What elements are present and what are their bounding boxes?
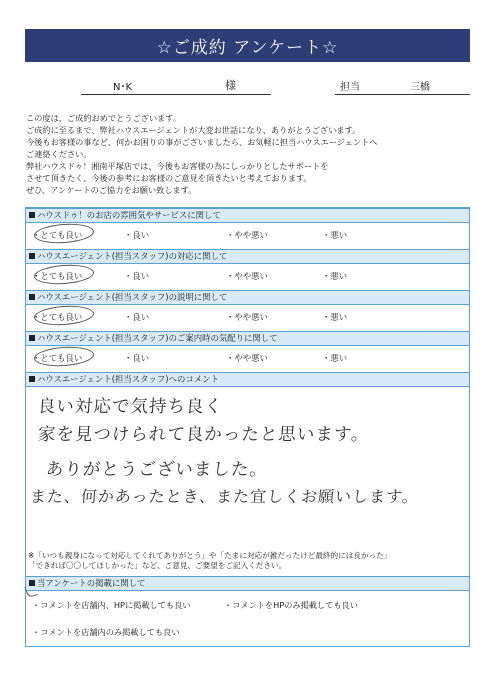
- section-4-header: [26, 331, 469, 346]
- option-very-good[interactable]: ・とても良い: [32, 271, 83, 281]
- comment-note: [26, 551, 469, 571]
- option-bad[interactable]: ・悪い: [322, 312, 348, 322]
- option-somewhat-bad[interactable]: ・やや悪い: [226, 312, 268, 322]
- section-1-title: ハウスドゥ！のお店の雰囲気やサービスに関して: [37, 210, 221, 220]
- square-bullet-icon: [29, 212, 35, 218]
- option-very-good[interactable]: ・とても良い: [32, 353, 83, 363]
- comment-line: ありがとうございました。: [45, 460, 269, 480]
- square-bullet-icon: [29, 253, 35, 259]
- section-3-header: [26, 290, 469, 305]
- option-somewhat-bad[interactable]: ・やや悪い: [226, 271, 268, 281]
- option-bad[interactable]: ・悪い: [322, 230, 348, 240]
- section-5-header: [26, 372, 469, 387]
- survey-title: ☆ご成約 アンケート☆: [156, 38, 339, 58]
- section-6-header: [26, 576, 469, 591]
- section-3-options: [26, 305, 469, 327]
- customer-name-line: [81, 94, 271, 95]
- intro-line: ご連絡ください。: [26, 149, 92, 159]
- intro-line: 弊社ハウスドゥ！湘南平塚店では、今後もお客様の為にしっかりとしたサポートを: [26, 161, 329, 171]
- survey-form: [25, 207, 470, 647]
- intro-line: この度は、ご成約おめでとうございます。: [26, 113, 181, 123]
- intro-line: 今後もお客様の事など、何かお困りの事がございましたら、お気軽に担当ハウスエージェントへ: [26, 137, 378, 147]
- intro-line: ご成約に至るまで、弊社ハウスエージェントが大変お世話になり、ありがとうございます。: [26, 125, 361, 135]
- section-2-options: [26, 264, 469, 286]
- section-3-title: ハウスエージェント(担当スタッフ)の説明に関して: [37, 292, 228, 302]
- square-bullet-icon: [29, 335, 35, 341]
- note-line: 「できれば〇〇してほしかった」など、ご意見、ご要望をご記入ください。: [28, 561, 287, 570]
- section-5-title: ハウスエージェント(担当スタッフ)へのコメント: [37, 374, 219, 384]
- option-very-good[interactable]: ・とても良い: [32, 312, 83, 322]
- name-row: [25, 74, 470, 98]
- publish-option-hp-only[interactable]: ・コメントをHPのみ掲載しても良い: [224, 600, 358, 610]
- option-good[interactable]: ・良い: [124, 312, 150, 322]
- section-4-title: ハウスエージェント(担当スタッフ)のご案内時の気配りに関して: [37, 333, 278, 343]
- staff-name: 三橋: [410, 82, 430, 93]
- option-good[interactable]: ・良い: [124, 353, 150, 363]
- section-6-title: 当アンケートの掲載に関して: [37, 578, 146, 588]
- square-bullet-icon: [29, 376, 35, 382]
- staff-name-line: [335, 94, 470, 95]
- option-good[interactable]: ・良い: [124, 230, 150, 240]
- option-very-good[interactable]: ・とても良い: [32, 230, 83, 240]
- survey-title-banner: [25, 29, 470, 62]
- publish-option-store-and-hp[interactable]: ・コメントを店舗内、HPに掲載しても良い: [32, 600, 191, 610]
- intro-text: [26, 112, 471, 196]
- section-4-options: [26, 346, 469, 368]
- publish-option-store-only[interactable]: ・コメントを店舗内のみ掲載しても良い: [32, 627, 180, 637]
- option-bad[interactable]: ・悪い: [322, 353, 348, 363]
- staff-label: 担当: [340, 82, 360, 93]
- comment-line: 良い対応で気持ち良く: [37, 397, 224, 417]
- customer-name: N･K: [113, 82, 133, 93]
- comment-line: 家を見つけられて良かったと思います。: [37, 425, 371, 445]
- section-2-title: ハウスエージェント(担当スタッフ)の対応に関して: [37, 251, 228, 261]
- section-1-options: [26, 223, 469, 245]
- section-2-header: [26, 249, 469, 264]
- option-good[interactable]: ・良い: [124, 271, 150, 281]
- section-1-header: [26, 208, 469, 223]
- comment-line: また、何かあったとき、また宜しくお願いします。: [29, 487, 420, 506]
- option-somewhat-bad[interactable]: ・やや悪い: [226, 230, 268, 240]
- option-somewhat-bad[interactable]: ・やや悪い: [226, 353, 268, 363]
- customer-honorific: 様: [225, 79, 236, 92]
- intro-line: させて頂きたく、今後の参考にお客様のご意見を頂きたいと考えております。: [26, 173, 312, 183]
- square-bullet-icon: [29, 294, 35, 300]
- intro-line: ぜひ、アンケートのご協力をお願い致します。: [26, 185, 197, 195]
- note-line: ※「いつも親身になって対応してくれてありがとう」や「たまに対応が雑だったけど最終的には良かった」: [28, 551, 392, 560]
- option-bad[interactable]: ・悪い: [322, 271, 348, 281]
